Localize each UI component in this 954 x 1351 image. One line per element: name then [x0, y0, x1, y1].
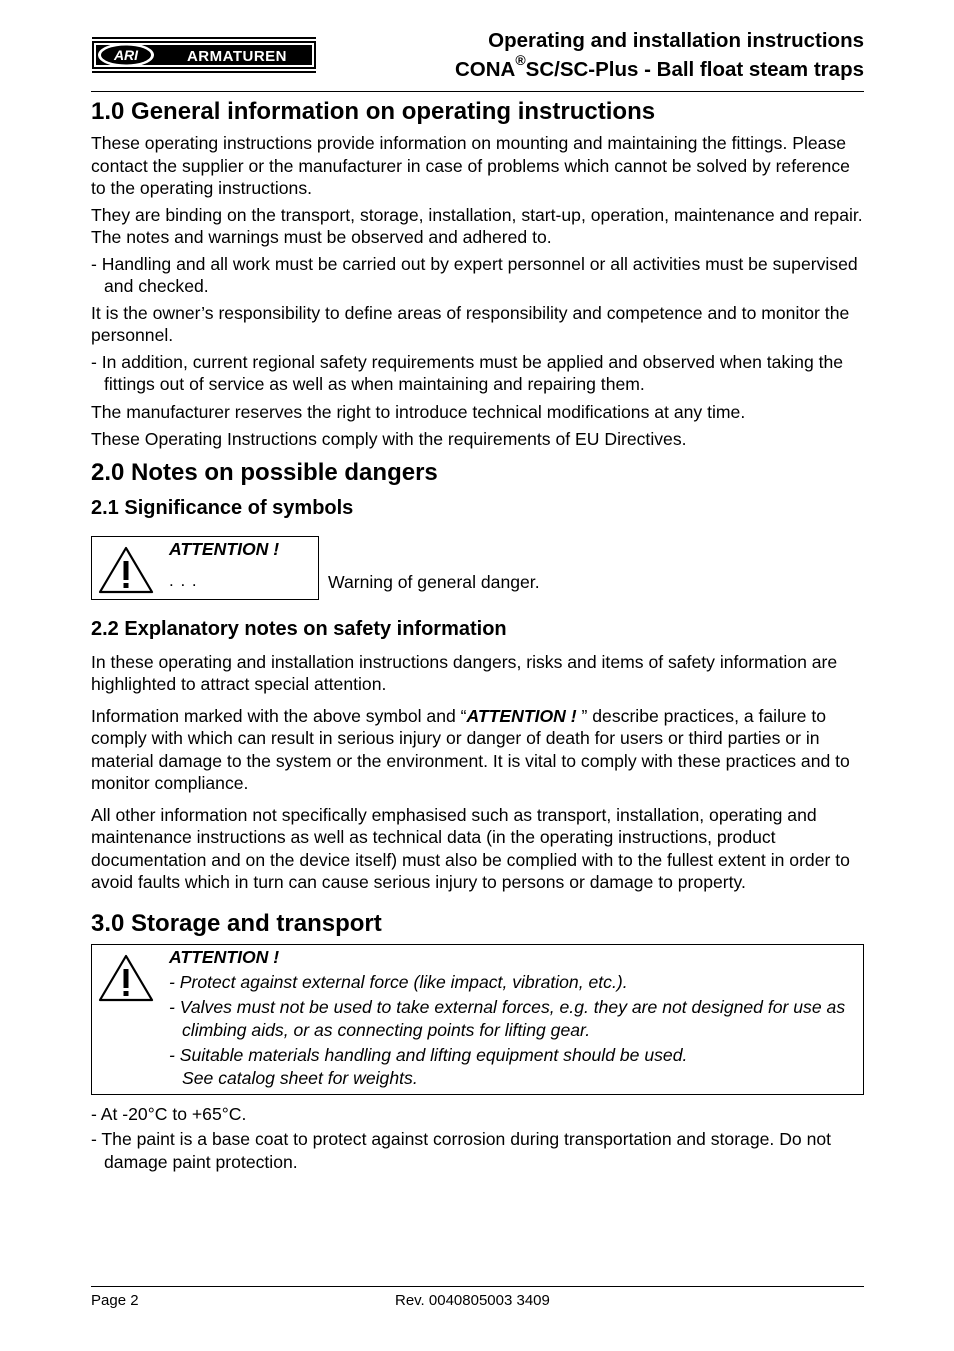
subsection-2-2-heading: 2.2 Explanatory notes on safety information	[91, 617, 507, 640]
paragraph: These operating instructions provide information on mounting and maintaining the fittings. Please contact the supplier or the manufacturer in case of problems which cannot be solved by reference to the operating instructions.	[91, 133, 850, 198]
storage-warning-box	[91, 944, 864, 1095]
header-divider	[91, 91, 864, 92]
paragraph: The manufacturer reserves the right to introduce technical modifications at any time.	[91, 401, 746, 422]
warning-triangle-icon	[97, 953, 155, 1003]
page-number: Page 2	[91, 1292, 139, 1309]
warning-triangle-icon	[97, 545, 155, 595]
header-product-type: SC/SC-Plus - Ball float steam traps	[525, 58, 864, 81]
paragraph: The notes and warnings must be observed and adhered to.	[91, 227, 552, 247]
paragraph: It is the owner’s responsibility to define areas of responsibility and competence and to monitor the personnel.	[91, 302, 850, 345]
bullet-item: - In addition, current regional safety requirements must be applied and observed when taking the fittings out of service as well as when maintaining and repairing them.	[91, 351, 844, 394]
attention-symbol-box	[91, 536, 319, 600]
revision-number: Rev. 0040805003 3409	[395, 1292, 550, 1309]
attention-label: ATTENTION !	[169, 538, 280, 559]
registered-mark: ®	[515, 52, 526, 69]
bullet-item: - The paint is a base coat to protect against corrosion during transportation and storage. Do not damage paint protection.	[91, 1129, 832, 1172]
warning-item: - Suitable materials handling and lifting equipment should be used.	[169, 1045, 688, 1065]
header-title-line2	[454, 52, 864, 84]
symbol-description: Warning of general danger.	[328, 571, 540, 592]
paragraph	[91, 705, 864, 795]
paragraph: In these operating and installation instructions dangers, risks and items of safety information are highlighted to attract special attention.	[91, 651, 838, 694]
ari-armaturen-logo	[91, 36, 317, 74]
main-content	[91, 96, 864, 1173]
attention-emphasis: ATTENTION !	[466, 705, 577, 726]
attention-label: ATTENTION !	[169, 946, 280, 967]
paragraph-text: ” describe practices, a failure to comply with which can result in serious injury or danger of death for users or third parties or in material damage to the system or the environment. It is vital to comply with these practices and to monitor compliance.	[91, 705, 850, 793]
header-title-line1: Operating and installation instructions	[488, 29, 864, 52]
symbol-row	[91, 536, 864, 600]
section-1-heading: 1.0 General information on operating instructions	[91, 98, 656, 125]
attention-dots: . . .	[169, 570, 198, 590]
section-2-heading: 2.0 Notes on possible dangers	[91, 458, 438, 486]
svg-text:ARMATUREN: ARMATUREN	[186, 48, 288, 65]
warning-item: - Protect against external force (like impact, vibration, etc.).	[169, 971, 628, 992]
bullet-item: - Handling and all work must be carried out by expert personnel or all activities must be supervised and checked.	[91, 253, 858, 296]
paragraph: They are binding on the transport, storage, installation, start-up, operation, maintenance and repair.	[91, 204, 863, 225]
subsection-2-1-heading: 2.1 Significance of symbols	[91, 496, 354, 519]
bullet-item: - At -20°C to +65°C.	[91, 1103, 247, 1124]
header-title	[455, 26, 864, 84]
footer-divider	[91, 1286, 864, 1287]
header-product-name: CONA	[454, 58, 516, 81]
paragraph-text: Information marked with the above symbol and “	[91, 705, 467, 726]
warning-content	[169, 946, 859, 1090]
paragraph: All other information not specifically emphasised such as transport, installation, operating and maintenance instructions as well as technical data (in the operating instructions, product documentation and on the device itself) must also be complied with to the fullest extent in order to avoid faults which in turn can cause serious injury to persons or damage to property.	[91, 804, 850, 892]
section-3-heading: 3.0 Storage and transport	[91, 909, 382, 937]
warning-item: - Valves must not be used to take external forces, e.g. they are not designed for use as climbing aids, or as connecting points for lifting gear.	[169, 997, 846, 1040]
paragraph: These Operating Instructions comply with the requirements of EU Directives.	[91, 429, 687, 449]
warning-item-continuation: See catalog sheet for weights.	[182, 1067, 418, 1088]
svg-text:ARI: ARI	[113, 47, 139, 63]
document-page	[91, 0, 864, 1351]
